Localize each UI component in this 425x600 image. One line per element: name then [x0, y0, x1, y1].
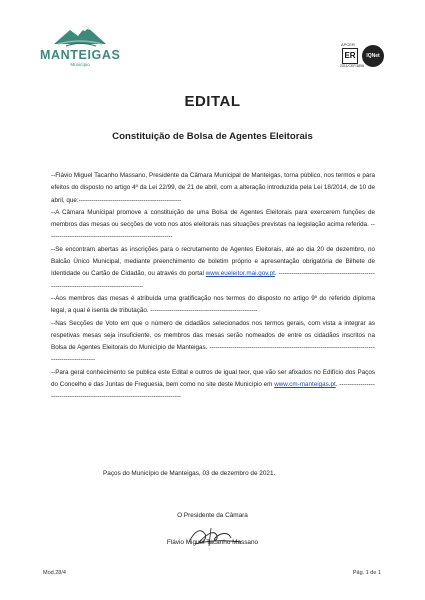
- document-body: [51, 170, 375, 404]
- paragraph-publicacao: [51, 367, 375, 404]
- paragraph-gratificacao: --Aos membros das mesas é atribuída uma gratificação nos termos do disposto no artigo 9º do referido diploma legal, a qual é isenta de tributação. ---------------------------------------------------: [51, 294, 375, 315]
- apcer-label: APCER: [341, 42, 355, 47]
- document-title: EDITAL: [184, 93, 241, 110]
- paragraph-publicacao-tail: . -------------------------------------------------------------------------------: [51, 381, 375, 401]
- paragraph-inscricoes: [51, 244, 375, 293]
- paragraph-bolsa: --A Câmara Municipal promove a constituição de uma Bolsa de Agentes Eleitorais para exercerem funções de membros das mesas ou secções de voto nos atos eleitorais nas situações previstas na legislação acima referida. ------------------------------------------------------------: [51, 208, 375, 241]
- paragraph-seccoes: --Nas Secções de Voto em que o número de cidadãos selecionados nos termos gerais, com vista a integrar as respetivas mesas seja insuficiente, os membros das mesas serão nomeados de entre os cidadãos inscritos na Bolsa de Agentes Eleitorais do Município de Manteigas. ----------------------------------------------------------------------------------------------------: [51, 319, 375, 364]
- municipality-logo: [40, 20, 120, 86]
- paragraph-publicacao-text: --Para geral conhecimento se publica este Edital e outros de igual teor, que vão ser afixados no Edifício dos Paços do Concelho e das Juntas de Freguesia, bem como no site deste Município em: [51, 368, 375, 389]
- signature-title: O Presidente da Câmara: [177, 512, 248, 519]
- signature-name: Flávio Miguel Tacanho Massano: [166, 539, 259, 546]
- paragraph-inscricoes-tail: . ------------------------------------------------------------------------------------------: [51, 270, 375, 290]
- er-cert-icon: ER: [342, 48, 358, 64]
- document-subtitle: Constituição de Bolsa de Agentes Eleitorais: [112, 131, 313, 142]
- iqnet-cert-icon: IQNet: [362, 45, 384, 67]
- paragraph-inscricoes-text: --Se encontram abertas as inscrições para o recrutamento de Agentes Eleitorais, até ao dia 20 de dezembro, no Balcão Único Municipal, mediante preenchimento de boletim próprio e apresentação obrigatória de Bilhete de Identidade ou Cartão de Cidadão, ou através do portal: [51, 245, 375, 278]
- eueleitor-link[interactable]: www.eueleitor.mai.gov.pt: [205, 270, 275, 278]
- date-line: Paços do Município de Manteigas, 03 de dezembro de 2021.: [103, 470, 276, 477]
- certification-marks: [340, 42, 404, 72]
- logo-name: MANTEIGAS: [40, 48, 121, 62]
- mountain-logo-icon: [52, 20, 108, 48]
- cert-code: 2011/CEP.3856: [340, 64, 365, 68]
- logo-subtitle: Município: [70, 62, 90, 67]
- cm-manteigas-link[interactable]: www.cm-manteigas.pt: [274, 381, 336, 389]
- footer-model-code: Mod.28/4: [43, 570, 66, 576]
- paragraph-intro: --Flávio Miguel Tacanho Massano, Presidente da Câmara Municipal de Manteigas, torna público, nos termos e para efeitos do disposto no artigo 4º da Lei 22/99, de 21 de abril, com a alteração introduzida pela Lei 18/2014, de 10 de abril, que:-------------------------------------------------: [51, 172, 375, 204]
- footer-page-number: Pág. 1 de 1: [352, 570, 381, 576]
